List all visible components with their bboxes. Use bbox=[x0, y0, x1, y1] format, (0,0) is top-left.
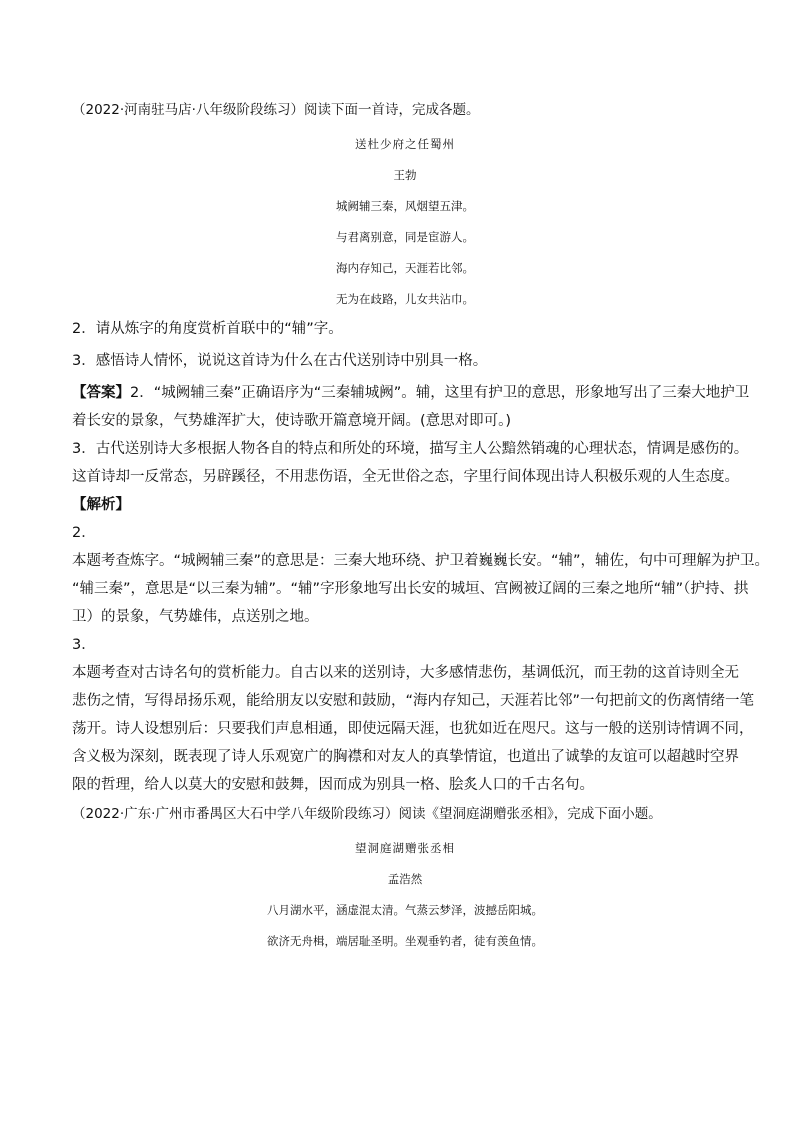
poem1-line: 无为在歧路，儿女共沾巾。 bbox=[336, 292, 474, 306]
poem2-title: 望洞庭湖赠张丞相 bbox=[355, 841, 455, 855]
analysis-line: 本题考查对古诗名句的赏析能力。自古以来的送别诗，大多感情悲伤，基调低沉，而王勃的这首诗则全无 bbox=[72, 665, 739, 681]
analysis-label: 【解析】 bbox=[72, 497, 130, 513]
poem2-line: 八月湖水平，涵虚混太清。气蒸云梦泽，波撼岳阳城。 bbox=[267, 903, 543, 917]
question2-intro: （2022·广东·广州市番禺区大石中学八年级阶段练习）阅读《望洞庭湖赠张丞相》，完成下面小题。 bbox=[72, 806, 662, 822]
answer-block bbox=[72, 379, 750, 491]
analysis-line: “辅三秦”，意思是“以三秦为辅”。“辅”字形象地写出长安的城垣、宫阙被辽阔的三秦之地所“辅”（护持、拱 bbox=[72, 581, 749, 597]
poem1-line: 海内存知己，天涯若比邻。 bbox=[336, 261, 474, 275]
answer-line: 着长安的景象，气势雄浑扩大，使诗歌开篇意境开阔。(意思对即可。) bbox=[72, 413, 512, 429]
poem2 bbox=[72, 833, 738, 957]
analysis-line: 悲伤之情，写得昂扬乐观，能给朋友以安慰和鼓励，“海内存知己，天涯若比邻”一句把前文的伤离情绪一笔 bbox=[72, 693, 755, 709]
poem1-author: 王勃 bbox=[393, 168, 417, 182]
poem1 bbox=[72, 129, 738, 315]
poem2-author: 孟浩然 bbox=[387, 872, 423, 886]
analysis-2-number: 2． bbox=[72, 525, 96, 541]
poem2-line: 欲济无舟楫，端居耻圣明。坐观垂钓者，徒有羡鱼情。 bbox=[267, 934, 543, 948]
analysis-block bbox=[72, 491, 770, 799]
poem1-line: 与君离别意，同是宦游人。 bbox=[336, 230, 474, 244]
question-3: 3．感悟诗人情怀，说说这首诗为什么在古代送别诗中别具一格。 bbox=[72, 353, 488, 369]
analysis-line: 限的哲理，给人以莫大的安慰和鼓舞，因而成为别具一格、脍炙人口的千古名句。 bbox=[72, 777, 594, 793]
poem1-line: 城阙辅三秦，风烟望五津。 bbox=[336, 199, 474, 213]
answer-text: 2．“城阙辅三秦”正确语序为“三秦辅城阙”。辅，这里有护卫的意思，形象地写出了三秦大地护卫 bbox=[130, 385, 750, 401]
answer-label: 【答案】 bbox=[72, 385, 130, 401]
analysis-line: 卫）的景象，气势雄伟，点送别之地。 bbox=[72, 609, 319, 625]
question1-intro: （2022·河南驻马店·八年级阶段练习）阅读下面一首诗，完成各题。 bbox=[72, 102, 480, 118]
question-2: 2．请从炼字的角度赏析首联中的“辅”字。 bbox=[72, 321, 343, 337]
answer-line: 3．古代送别诗大多根据人物各自的特点和所处的环境，描写主人公黯然销魂的心理状态，情调是感伤的。 bbox=[72, 441, 749, 457]
poem1-title: 送杜少府之任蜀州 bbox=[355, 137, 455, 151]
answer-line bbox=[72, 379, 750, 407]
analysis-line: 本题考查炼字。“城阙辅三秦”的意思是：三秦大地环绕、护卫着巍巍长安。“辅”，辅佐，句中可理解为护卫。 bbox=[72, 553, 770, 569]
analysis-line: 含义极为深刻，既表现了诗人乐观宽广的胸襟和对友人的真挚情谊，也道出了诚挚的友谊可以超越时空界 bbox=[72, 749, 739, 765]
analysis-3-number: 3． bbox=[72, 637, 96, 653]
document-content bbox=[72, 97, 770, 957]
answer-line: 这首诗却一反常态，另辟蹊径，不用悲伤语，全无世俗之态，字里行间体现出诗人积极乐观的人生态度。 bbox=[72, 469, 739, 485]
analysis-line: 荡开。诗人设想别后：只要我们声息相通，即使远隔天涯，也犹如近在咫尺。这与一般的送别诗情调不同， bbox=[72, 721, 754, 737]
